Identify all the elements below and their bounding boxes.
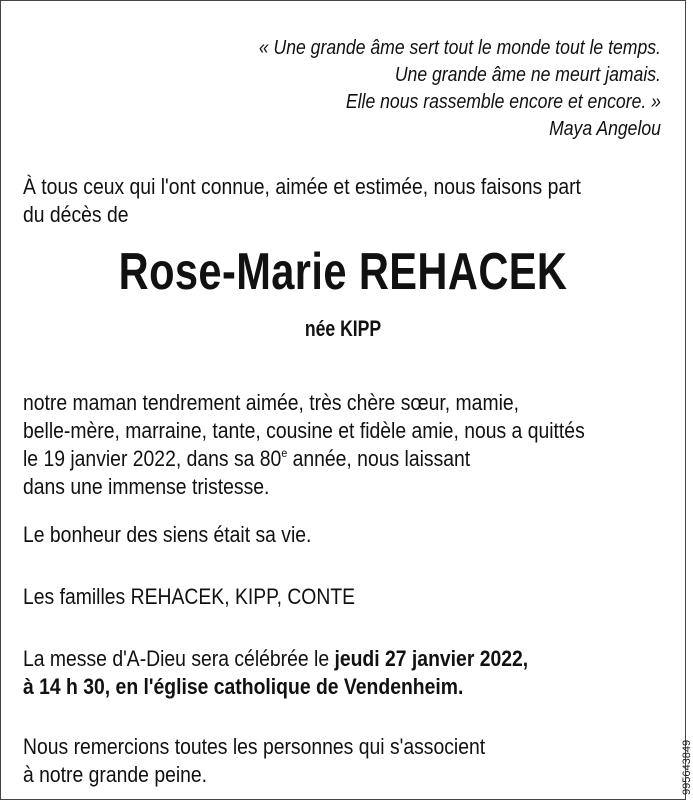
reference-number: 995643849 — [681, 739, 693, 795]
families-line — [23, 583, 400, 611]
text-line: belle-mère, marraine, tante, cousine et fidèle amie, nous a quittés — [23, 418, 585, 443]
text-segment: La messe d'A-Dieu sera célébrée le — [23, 646, 335, 671]
reference-number-wrap — [669, 717, 693, 795]
quote-line: « Une grande âme sert tout le monde tout le temps. — [258, 37, 661, 59]
text-line: À tous ceux qui l'ont connue, aimée et estimée, nous faisons part — [23, 174, 581, 199]
epigraph-quote — [204, 35, 661, 143]
maiden-name-wrap — [1, 315, 685, 343]
text-segment: le 19 janvier 2022, dans sa 80 — [23, 446, 282, 471]
quote-line: Une grande âme ne meurt jamais. — [394, 64, 661, 86]
mass-time-place: à 14 h 30, en l'église catholique de Vendenheim. — [23, 674, 464, 699]
mass-paragraph — [23, 645, 597, 701]
body-paragraph — [23, 389, 661, 501]
text-line — [23, 645, 528, 673]
ordinal-superscript: e — [281, 446, 288, 460]
text-line: du décès de — [23, 202, 129, 227]
mass-date: jeudi 27 janvier 2022, — [334, 646, 529, 671]
bonheur-paragraph — [23, 521, 351, 549]
intro-paragraph — [23, 173, 657, 229]
deceased-name-wrap — [1, 241, 685, 303]
text-line: Le bonheur des siens était sa vie. — [23, 522, 312, 547]
text-line — [23, 673, 528, 701]
maiden-name: née KIPP — [304, 316, 382, 341]
text-line: Nous remercions toutes les personnes qui s'associent — [23, 734, 486, 759]
text-segment: année, nous laissant — [287, 446, 471, 471]
text-line — [23, 445, 585, 473]
text-line: à notre grande peine. — [23, 762, 208, 787]
text-line: notre maman tendrement aimée, très chère sœur, mamie, — [23, 390, 520, 415]
quote-line: Elle nous rassemble encore et encore. » — [345, 91, 661, 113]
text-line: Les familles REHACEK, KIPP, CONTE — [23, 584, 356, 609]
quote-author: Maya Angelou — [549, 118, 661, 140]
thanks-paragraph — [23, 733, 548, 789]
text-line: dans une immense tristesse. — [23, 474, 270, 499]
deceased-name: Rose-Marie REHACEK — [118, 243, 568, 301]
